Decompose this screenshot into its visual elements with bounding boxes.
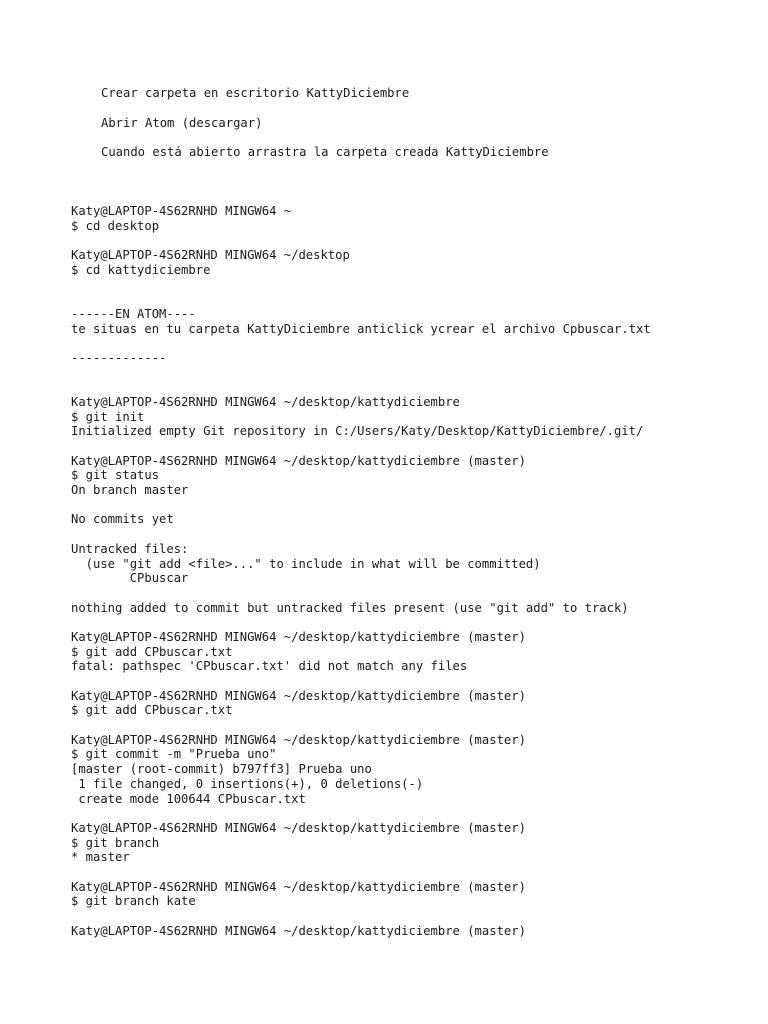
log-line [71,527,751,542]
log-line: Katy@LAPTOP-4S62RNHD MINGW64 ~/desktop [71,248,350,263]
log-line: create mode 100644 CPbuscar.txt [71,791,306,806]
log-line [71,233,751,248]
log-line: On branch master [71,483,189,498]
intro-notes [101,86,741,175]
log-line: $ git add CPbuscar.txt [71,644,233,659]
log-line [71,674,751,689]
log-line: te situas en tu carpeta KattyDiciembre anticlick ycrear el archivo Cpbuscar.txt [71,321,651,336]
log-line: Katy@LAPTOP-4S62RNHD MINGW64 ~/desktop/kattydiciembre (master) [71,879,526,894]
log-line [71,615,751,630]
intro-line-drag-folder: Cuando está abierto arrastra la carpeta creada KattyDiciembre [101,145,549,159]
log-line: ------EN ATOM---- [71,306,196,321]
log-line: $ cd desktop [71,218,160,233]
log-line: Katy@LAPTOP-4S62RNHD MINGW64 ~/desktop/kattydiciembre (master) [71,732,526,747]
log-line: $ git commit -m "Prueba uno" [71,747,277,762]
intro-line-open-atom: Abrir Atom (descargar) [101,115,263,130]
log-line [71,909,751,924]
log-line: Katy@LAPTOP-4S62RNHD MINGW64 ~/desktop/kattydiciembre [71,394,460,409]
log-line [71,865,751,880]
log-line: $ git init [71,409,145,424]
log-line: [master (root-commit) b797ff3] Prueba uno [71,762,372,777]
log-line: $ git status [71,468,160,483]
log-line [71,292,751,307]
log-line [71,806,751,821]
log-line: Katy@LAPTOP-4S62RNHD MINGW64 ~/desktop/kattydiciembre (master) [71,453,526,468]
log-line: Katy@LAPTOP-4S62RNHD MINGW64 ~/desktop/kattydiciembre (master) [71,688,526,703]
log-line: Katy@LAPTOP-4S62RNHD MINGW64 ~/desktop/kattydiciembre (master) [71,923,526,938]
log-line: nothing added to commit but untracked files present (use "git add" to track) [71,600,629,615]
log-line [71,439,751,454]
log-line [71,498,751,513]
log-line: Katy@LAPTOP-4S62RNHD MINGW64 ~/desktop/kattydiciembre (master) [71,820,526,835]
log-line [71,380,751,395]
log-line [71,277,751,292]
log-line: (use "git add <file>..." to include in what will be committed) [71,556,541,571]
log-line: ------------- [71,350,167,365]
log-line: * master [71,850,130,865]
log-line [71,718,751,733]
intro-line-create-folder: Crear carpeta en escritorio KattyDiciembre [101,86,410,100]
log-line: Initialized empty Git repository in C:/Users/Katy/Desktop/KattyDiciembre/.git/ [71,424,644,439]
log-line: $ git branch [71,835,160,850]
log-line: No commits yet [71,512,174,527]
log-line: Katy@LAPTOP-4S62RNHD MINGW64 ~/desktop/kattydiciembre (master) [71,629,526,644]
log-line: Untracked files: [71,541,189,556]
log-line: $ cd kattydiciembre [71,262,211,277]
terminal-log [71,204,751,938]
log-line [71,336,751,351]
log-line: fatal: pathspec 'CPbuscar.txt' did not match any files [71,659,468,674]
log-line [71,366,751,381]
log-line: 1 file changed, 0 insertions(+), 0 deletions(-) [71,776,424,791]
log-line [71,586,751,601]
log-line: $ git branch kate [71,894,196,909]
log-line: $ git add CPbuscar.txt [71,703,233,718]
log-line: CPbuscar [71,571,189,586]
log-line: Katy@LAPTOP-4S62RNHD MINGW64 ~ [71,204,292,218]
